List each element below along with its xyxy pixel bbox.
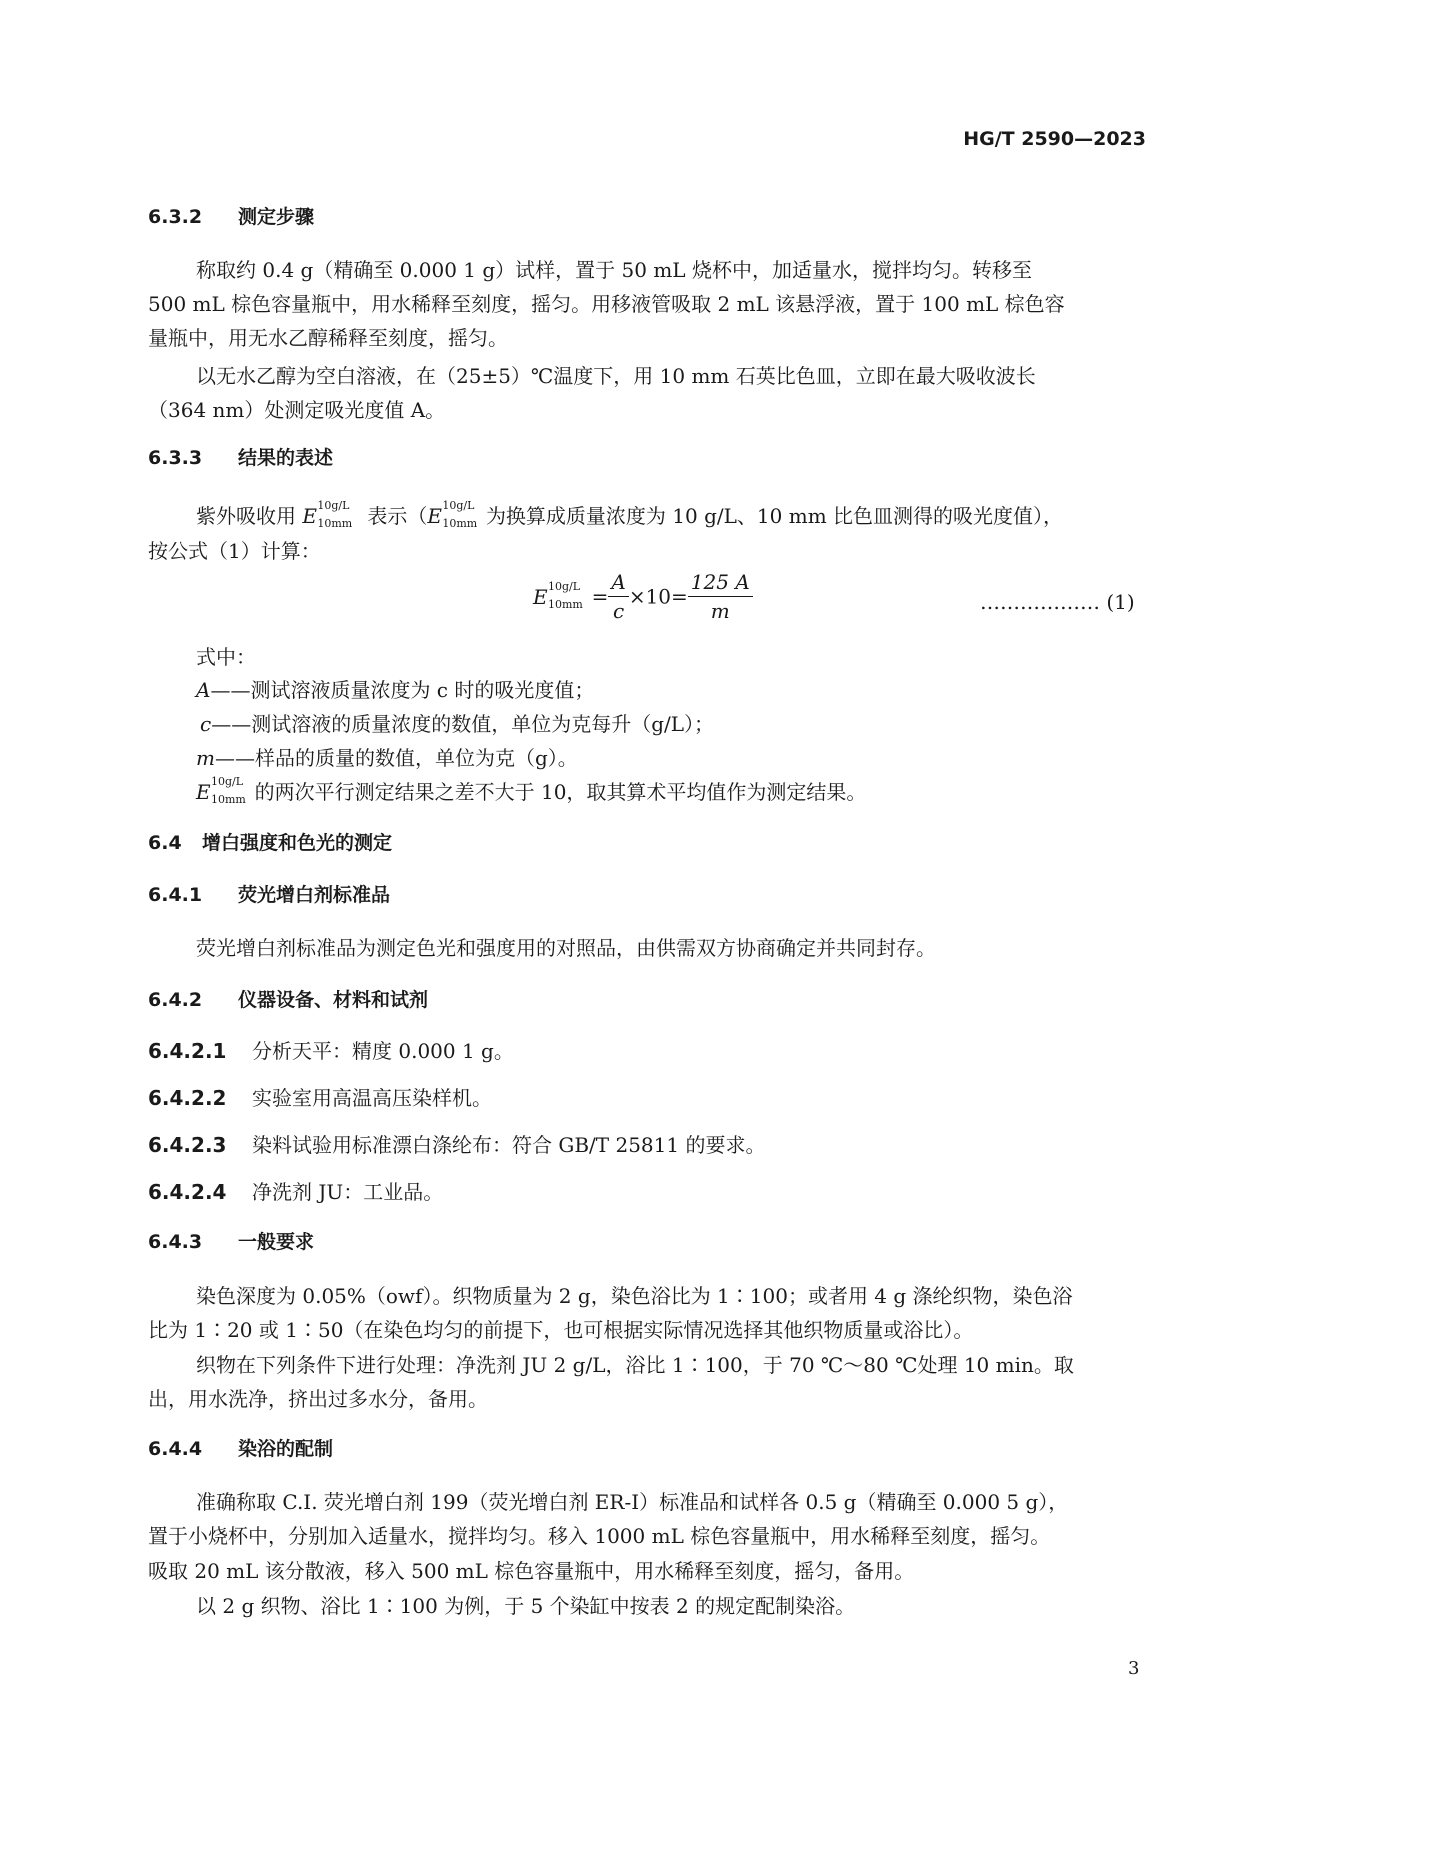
- definition-text: ——样品的质量的数值，单位为克（g）。: [214, 746, 578, 770]
- section-number: 6.4.2: [148, 989, 203, 1011]
- paragraph-line: 称取约 0.4 g（精确至 0.000 1 g）试样，置于 50 mL 烧杯中，加适量水，搅拌均匀。转移至: [196, 258, 1032, 282]
- page-number: 3: [1128, 1658, 1140, 1679]
- e-symbol: E 10g/L 10mm: [302, 499, 353, 530]
- item-number: 6.4.2.1: [148, 1039, 227, 1063]
- paragraph-line: 吸取 20 mL 该分散液，移入 500 mL 棕色容量瓶中，用水稀释至刻度，摇匀，备用。: [148, 1559, 915, 1583]
- item-text: 分析天平：精度 0.000 1 g。: [252, 1039, 514, 1063]
- item-text: 染料试验用标准漂白涤纶布：符合 GB/T 25811 的要求。: [252, 1133, 766, 1157]
- section-heading-6-4-1: [148, 880, 390, 907]
- paragraph-line: 按公式（1）计算：: [148, 539, 321, 563]
- section-title: 染浴的配制: [238, 1438, 334, 1460]
- paragraph-line: （364 nm）处测定吸光度值 A。: [148, 398, 446, 422]
- definition-text: ——测试溶液质量浓度为 c 时的吸光度值；: [210, 678, 595, 702]
- e-symbol: E 10g/L 10mm: [196, 775, 246, 806]
- list-item: [148, 1176, 443, 1205]
- item-text: 实验室用高温高压染样机。: [252, 1086, 492, 1110]
- section-heading-6-3-3: [148, 443, 333, 470]
- paragraph-line: 置于小烧杯中，分别加入适量水，搅拌均匀。移入 1000 mL 棕色容量瓶中，用水稀释至刻度，摇匀。: [148, 1524, 1051, 1548]
- section-title: 结果的表述: [238, 447, 334, 469]
- list-item: [148, 1035, 514, 1064]
- paragraph-line: 500 mL 棕色容量瓶中，用水稀释至刻度，摇匀。用移液管吸取 2 mL 该悬浮液，置于 100 mL 棕色容: [148, 292, 1065, 316]
- item-number: 6.4.2.2: [148, 1086, 227, 1110]
- symbol-c: c: [200, 712, 212, 736]
- text-run: 为换算成质量浓度为 10 g/L、10 mm 比色皿测得的吸光度值），: [485, 504, 1064, 528]
- section-heading-6-3-2: [148, 202, 314, 229]
- paragraph-line: 以 2 g 织物、浴比 1∶100 为例，于 5 个染缸中按表 2 的规定配制染浴。: [196, 1594, 856, 1618]
- text-run: 紫外吸收用: [196, 504, 296, 528]
- item-text: 净洗剂 JU：工业品。: [252, 1180, 444, 1204]
- equals-sign: =: [591, 584, 609, 609]
- list-item: [148, 1082, 492, 1111]
- paragraph-line: [196, 500, 1063, 529]
- formula-number: ……………… (1): [980, 590, 1135, 614]
- times-ten: ×10=: [628, 584, 688, 609]
- paragraph-line: 出，用水洗净，挤出过多水分，备用。: [148, 1387, 488, 1411]
- symbol-a: A: [196, 678, 211, 702]
- paragraph-line: 量瓶中，用无水乙醇稀释至刻度，摇匀。: [148, 326, 508, 350]
- paragraph-line: 染色深度为 0.05%（owf）。织物质量为 2 g，染色浴比为 1∶100；或者用 4 g 涤纶织物，染色浴: [196, 1284, 1073, 1308]
- section-number: 6.4.3: [148, 1231, 203, 1253]
- paragraph-line: 以无水乙醇为空白溶液，在（25±5）℃温度下，用 10 mm 石英比色皿，立即在最大吸收波长: [196, 364, 1036, 388]
- section-number: 6.3.2: [148, 206, 203, 228]
- definition-m: [196, 742, 578, 771]
- symbol-m: m: [196, 746, 215, 770]
- e-symbol: E 10g/L 10mm: [533, 579, 583, 611]
- where-label: 式中：: [196, 645, 256, 669]
- section-heading-6-4-3: [148, 1227, 314, 1254]
- section-number: 6.4.4: [148, 1438, 203, 1460]
- paragraph-line: 荧光增白剂标准品为测定色光和强度用的对照品，由供需双方协商确定并共同封存。: [196, 936, 936, 960]
- formula-1: [533, 568, 753, 625]
- definition-text: ——测试溶液的质量浓度的数值，单位为克每升（g/L）；: [211, 712, 715, 736]
- item-number: 6.4.2.3: [148, 1133, 227, 1157]
- definition-c: [200, 708, 714, 737]
- text-run: 表示（: [367, 504, 428, 528]
- standard-code: HG/T 2590—2023: [963, 128, 1146, 150]
- section-number: 6.4: [148, 832, 182, 854]
- fraction-a-over-c: $\frac{A}{c}$: [608, 568, 628, 625]
- fraction-125a-over-m: $\frac{125 A}{m}$: [688, 568, 753, 625]
- section-title: 测定步骤: [238, 206, 315, 228]
- e-symbol: E 10g/L 10mm: [427, 499, 478, 530]
- section-title: 荧光增白剂标准品: [238, 884, 391, 906]
- section-heading-6-4: [148, 828, 392, 855]
- paragraph-line: 比为 1∶20 或 1∶50（在染色均匀的前提下，也可根据实际情况选择其他织物质量或浴比）。: [148, 1318, 974, 1342]
- definition-a: [196, 674, 594, 703]
- list-item: [148, 1129, 765, 1158]
- section-title: 一般要求: [238, 1231, 315, 1253]
- paragraph-line: [196, 776, 866, 805]
- section-title: 增白强度和色光的测定: [202, 832, 393, 854]
- text-run: 的两次平行测定结果之差不大于 10，取其算术平均值作为测定结果。: [254, 780, 867, 804]
- item-number: 6.4.2.4: [148, 1180, 227, 1204]
- section-heading-6-4-2: [148, 985, 428, 1012]
- section-number: 6.4.1: [148, 884, 203, 906]
- paragraph-line: 准确称取 C.I. 荧光增白剂 199（荧光增白剂 ER-Ⅰ）标准品和试样各 0.5 g（精确至 0.000 5 g），: [196, 1490, 1069, 1514]
- section-heading-6-4-4: [148, 1434, 333, 1461]
- paragraph-line: 织物在下列条件下进行处理：净洗剂 JU 2 g/L，浴比 1∶100，于 70 ℃～80 ℃处理 10 min。取: [196, 1353, 1074, 1377]
- section-title: 仪器设备、材料和试剂: [238, 989, 429, 1011]
- section-number: 6.3.3: [148, 447, 203, 469]
